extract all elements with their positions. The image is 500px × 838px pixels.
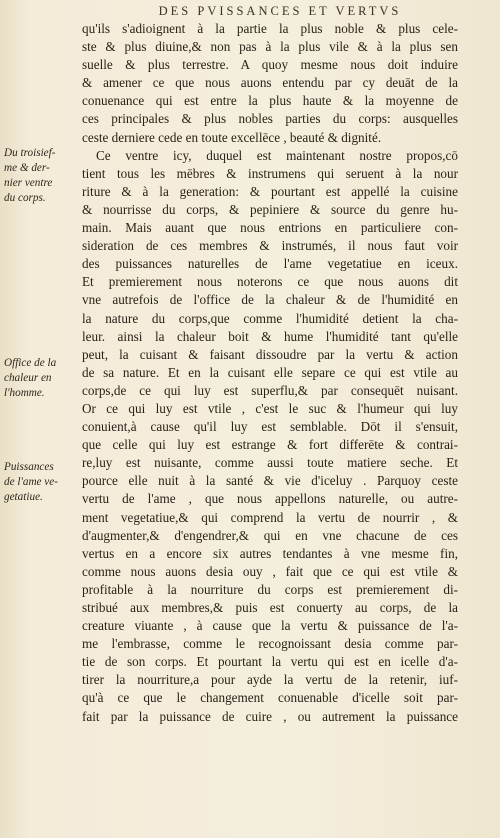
margin-note-line: Du troisief- [4, 147, 56, 159]
text-line: me l'embrasse, comme le recognoissant desia comme par- [82, 636, 458, 652]
margin-note-office-heat [4, 356, 82, 401]
text-line: comme nous auons desia ouy , fait que ce qui est vtile & [82, 563, 458, 579]
text-line: Ce ventre icy, duquel est maintenant nostre propos,cō [96, 147, 458, 163]
text-line: d'augmenter,& d'engendrer,& qui en vne chacune de ces [82, 527, 458, 543]
margin-note-third-belly [4, 146, 82, 206]
margin-note-line: getatiue. [4, 491, 43, 503]
text-line: tie de son corps. Et pourtant la vertu qui est en icelle d'a- [82, 654, 458, 670]
text-line: vertu de l'ame , que nous appellons naturelle, ou autre- [82, 491, 458, 507]
text-line: la nature du corps,que comme l'humidité detient la cha- [82, 310, 458, 326]
text-line: Et premierement nous noterons ce que nous auons dit [82, 274, 458, 290]
text-line: Or ce qui luy est vtile , c'est le suc & l'humeur qui luy [82, 400, 458, 416]
text-line: tient tous les mēbres & instrumens qui seruent à la nour [82, 165, 458, 181]
text-line: sideration de ces membres & instrumés, il nous faut voir [82, 238, 458, 254]
margin-note-line: de l'ame ve- [4, 476, 58, 488]
margin-note-line: nier ventre [4, 177, 53, 189]
margin-note-line: du corps. [4, 192, 46, 204]
text-line: ceste derniere cede en toute excellēce , beauté & dignité. [82, 129, 382, 145]
text-line: des puissances naturelles de l'ame vegetatiue en iceux. [82, 256, 458, 272]
margin-note-line: me & der- [4, 162, 50, 174]
text-line: de sa nature. Et en la cuisant elle separe ce qui est vtile au [82, 364, 458, 380]
text-line: que celle qui luy est estrange & fort differēte & contrai- [82, 437, 458, 453]
text-line: vertus en a encore six autres tendantes à vne mesme fin, [82, 545, 458, 561]
text-line: & nourrisse du corps, & pepiniere & source du genre hu- [82, 201, 458, 217]
text-line: profitable à la nourriture du corps est premierement di- [82, 581, 458, 597]
text-line: conuenance qui est entre la plus haute & la moyenne de [82, 93, 458, 109]
text-line: & amener ce que nous auons entendu par cy deuāt de la [82, 75, 458, 91]
text-line: riture & à la generation: & pourtant est appellé la cuisine [82, 183, 458, 199]
text-line: vne autrefois de l'office de la chaleur & de l'humidité en [82, 292, 458, 308]
text-line: peut, la cuisant & faisant dissoudre par la vertu & action [82, 346, 458, 362]
text-line: conuient,à cause qu'il luy est semblable. Dōt il s'ensuit, [82, 419, 458, 435]
body-text [82, 20, 458, 726]
running-header: DES PVISSANCES ET VERTVS [158, 4, 402, 18]
margin-note-vegetative-powers [4, 460, 82, 505]
text-line: corps,de ce qui luy est superflu,& par consequēt nuisant. [82, 382, 458, 398]
text-line: ste & plus diuine,& non pas à la plus vile & à la plus sen [82, 39, 458, 55]
text-line: pource elle nuit à la santé & vie d'iceluy . Parquoy ceste [82, 473, 458, 489]
text-line: suelle & plus terrestre. A quoy mesme nous doit induire [82, 57, 458, 73]
text-line: ment vegetatiue,& qui comprend la vertu de nourrir , & [82, 509, 458, 525]
margin-note-line: l'homme. [4, 387, 45, 399]
margin-note-line: chaleur en [4, 372, 52, 384]
text-line: re,luy est nuisante, comme aussi toute matiere seche. Et [82, 455, 458, 471]
text-line: creature viuante , à cause que la vertu & puissance de l'a- [82, 618, 458, 634]
margin-note-line: Office de la [4, 357, 57, 369]
text-line: tirer la nourriture,a pour ayde la vertu de la retenir, iuf- [82, 672, 458, 688]
text-line: ces principales & plus nobles parties du corps: ausquelles [82, 111, 458, 127]
text-line: leur. ainsi la chaleur boit & hume l'humidité tant qu'elle [82, 328, 458, 344]
text-line: stribué aux membres,& puis est conuerty au corps, de la [82, 600, 458, 615]
margin-note-line: Puissances [4, 461, 54, 473]
text-line: qu'à ce que le changement conuenable d'icelle soit par- [82, 690, 458, 706]
text-line: main. Mais auant que nous entrions en particuliere con- [82, 220, 458, 236]
text-line: qu'ils s'adioignent à la partie la plus noble & plus cele- [82, 21, 458, 36]
text-line: fait par la puissance de cuire , ou autrement la puissance [82, 708, 458, 724]
